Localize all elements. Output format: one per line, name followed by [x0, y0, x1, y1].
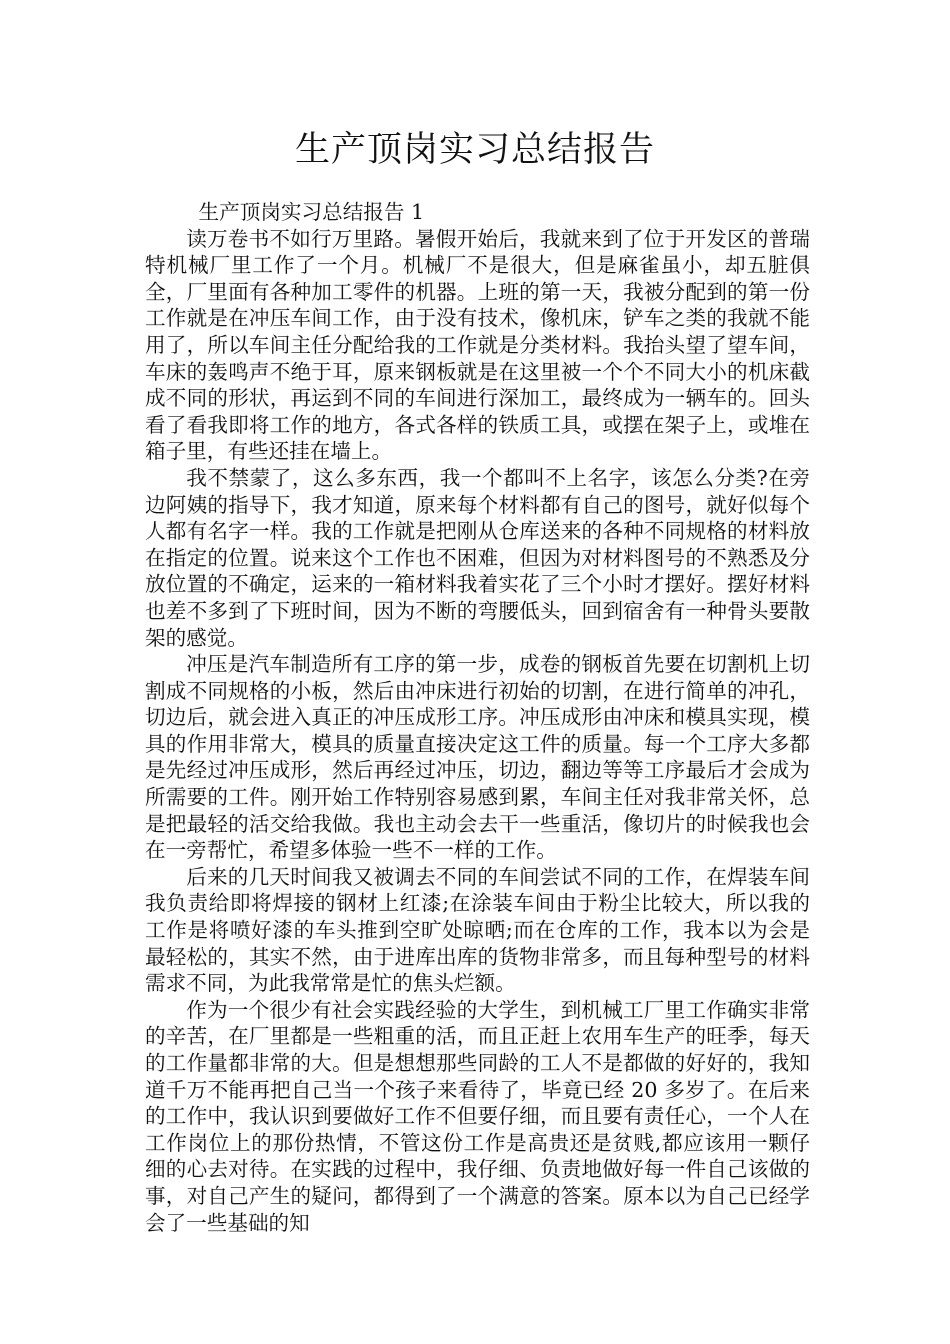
paragraph-3: 冲压是汽车制造所有工序的第一步，成卷的钢板首先要在切割机上切割成不同规格的小板，然后由冲床进行初始的切割，在进行简单的冲孔，切边后，就会进入真正的冲压成形工序。冲压成形由冲床和模具实现，模具的作用非常大，模具的质量直接决定这工件的质量。每一个工序大多都是先经过冲压成形，然后再经过冲压，切边，翻边等等工序最后才会成为所需要的工件。刚开始工作特别容易感到累，车间主任对我非常关怀，总是把最轻的活交给我做。我也主动会去干一些重活，像切片的时候我也会在一旁帮忙，希望多体验一些不一样的工作。: [145, 652, 810, 863]
paragraph-1: 读万卷书不如行万里路。暑假开始后，我就来到了位于开发区的普瑞特机械厂里工作了一个月。机械厂不是很大，但是麻雀虽小，却五脏俱全，厂里面有各种加工零件的机器。上班的第一天，我被分配到的第一份工作就是在冲压车间工作，由于没有技术，像机床，铲车之类的我就不能用了，所以车间主任分配给我的工作就是分类材料。我抬头望了望车间，车床的轰鸣声不绝于耳，原来钢板就是在这里被一个个不同大小的机床截成不同的形状，再运到不同的车间进行深加工，最终成为一辆车的。回头看了看我即将工作的地方，各式各样的铁质工具，或摆在架子上，或堆在箱子里，有些还挂在墙上。: [145, 226, 810, 464]
section-heading: 生产顶岗实习总结报告 1: [198, 200, 425, 224]
paragraph-2: 我不禁蒙了，这么多东西，我一个都叫不上名字，该怎么分类?在旁边阿姨的指导下，我才知道，原来每个材料都有自己的图号，就好似每个人都有名字一样。我的工作就是把刚从仓库送来的各种不同规格的材料放在指定的位置。说来这个工作也不困难，但因为对材料图号的不熟悉及分放位置的不确定，运来的一箱材料我着实花了三个小时才摆好。摆好材料也差不多到了下班时间，因为不断的弯腰低头，回到宿舍有一种骨头要散架的感觉。: [145, 465, 810, 650]
document-body: [145, 199, 810, 1236]
paragraph-5: 作为一个很少有社会实践经验的大学生，到机械工厂里工作确实非常的辛苦，在厂里都是一些粗重的活，而且正赶上农用车生产的旺季，每天的工作量都非常的大。但是想想那些同龄的工人不是都做的好好的，我知道千万不能再把自己当一个孩子来看待了，毕竟已经 20 多岁了。在后来的工作中，我认识到要做好工作不但要仔细，而且要有责任心，一个人在工作岗位上的那份热情，不管这份工作是高贵还是贫贱,都应该用一颗仔细的心去对待。在实践的过程中，我仔细、负责地做好每一件自己该做的事，对自己产生的疑问，都得到了一个满意的答案。原本以为自己已经学会了一些基础的知: [145, 997, 810, 1235]
document-title: 生产顶岗实习总结报告: [294, 130, 655, 170]
paragraph-4: 后来的几天时间我又被调去不同的车间尝试不同的工作，在焊装车间我负责给即将焊接的钢材上红漆;在涂装车间由于粉尘比较大，所以我的工作是将喷好漆的车头推到空旷处晾晒;而在仓库的工作，我本以为会是最轻松的，其实不然，由于进库出库的货物非常多，而且每种型号的材料需求不同，为此我常常是忙的焦头烂额。: [145, 864, 810, 996]
